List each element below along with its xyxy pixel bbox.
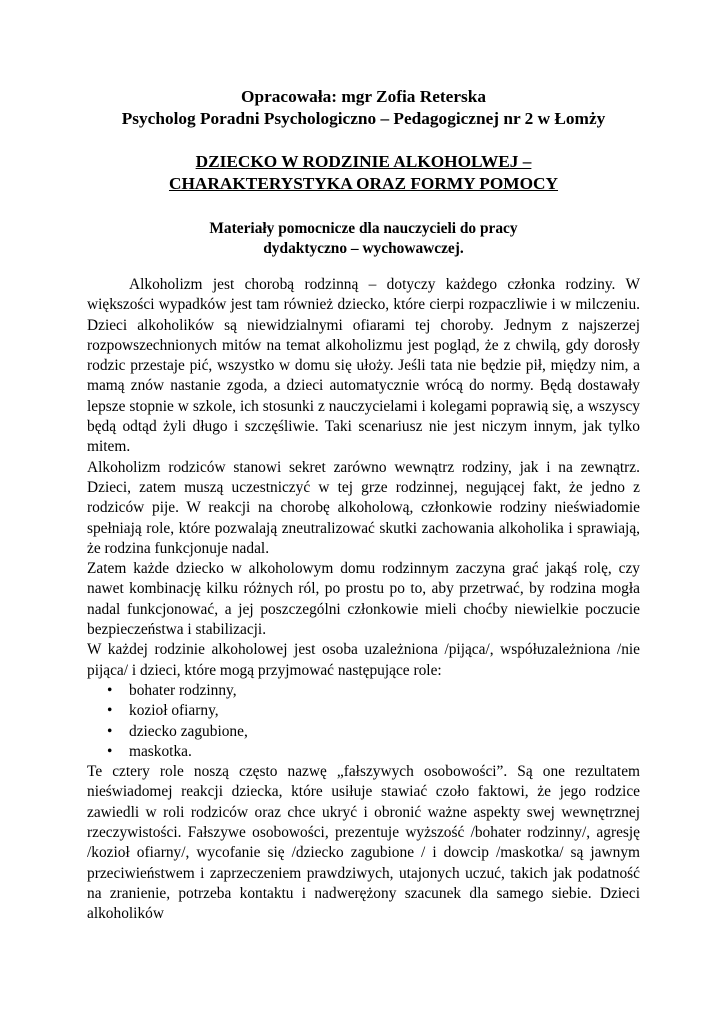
list-item [87, 722, 640, 742]
institution-line: Psycholog Poradni Psychologiczno – Pedagogicznej nr 2 w Łomży [121, 109, 606, 128]
paragraph-3: Zatem każde dziecko w alkoholowym domu rodzinnym zaczyna grać jakąś rolę, czy nawet kombinację kilku różnych ról, po prostu po to, aby przetrwać, by rodzina mogła nadal funkcjonować, a jej poszczególni członkowie mieli choćby niewielkie poczucie bezpieczeństwa i stabilizacji. [87, 560, 640, 639]
document-title-line-2: CHARAKTERYSTYKA ORAZ FORMY POMOCY [168, 174, 559, 193]
paragraph-4: W każdej rodzinie alkoholowej jest osoba uzależniona /pijąca/, współuzależniona /nie pijąca/ i dzieci, które mogą przyjmować następujące role: [87, 641, 640, 679]
role-label: kozioł ofiarny, [129, 702, 219, 720]
paragraph-1: Alkoholizm jest chorobą rodzinną – dotyczy każdego członka rodziny. W większości wypadków jest tam również dziecko, które cierpi rozpaczliwie i w milczeniu. Dzieci alkoholików są niewidzialnymi ofiarami tej choroby. Jednym z najszerzej rozpowszechnionych mitów na temat alkoholizmu jest pogląd, że z chwilą, gdy dorosły rodzic przestaje pić, wszystko w domu się ułoży. Jeśli tata nie będzie pił, między nim, a mamą znów nastanie zgoda, a dzieci automatycznie wrócą do normy. Będą dostawały lepsze stopnie w szkole, ich stosunki z nauczycielami i kolegami poprawią się, a wszyscy będą odtąd żyli długo i szczęśliwie. Taki scenariusz nie jest niczym innym, jak tylko mitem. [87, 276, 640, 456]
paragraph-2: Alkoholizm rodziców stanowi sekret zarówno wewnątrz rodziny, jak i na zewnątrz. Dzieci, zatem muszą uczestniczyć w tej grze rodzinnej, negującej fakt, że jedno z rodziców pije. W reakcji na chorobę alkoholową, członkowie rodziny nieświadomie spełniają role, które pozwalają zneutralizować skutki zachowania alkoholika i sprawiają, że rodzina funkcjonuje nadal. [87, 458, 640, 557]
role-label: maskotka. [129, 742, 192, 760]
paragraph-5: Te cztery role noszą często nazwę „fałszywych osobowości”. Są one rezultatem nieświadomej reakcji dziecka, które usiłuje stawiać czoło faktowi, że jego rodzice zawiedli w roli rodziców oraz chce ukryć i obronić ważne aspekty swej wewnętrznej rzeczywistości. Fałszywe osobowości, prezentuje wyższość /bohater rodzinny/, agresję /kozioł ofiarny/, wycofanie się /dziecko zagubione / i dowcip /maskotka/ są jawnym przeciwieństwem i zaprzeczeniem prawdziwych, utajonych uczuć, takich jak podatność na zranienie, potrzeba kontaktu i nadwerężony szacunek dla samego siebie. Dzieci alkoholików [87, 763, 640, 923]
document-page [87, 86, 640, 925]
list-item [87, 681, 640, 701]
document-title-line-1: DZIECKO W RODZINIE ALKOHOLWEJ – [195, 152, 532, 171]
bullet-icon: • [107, 702, 113, 720]
bullet-icon: • [107, 742, 113, 760]
bullet-icon: • [107, 722, 113, 740]
subtitle-line-2: dydaktyczno – wychowawczej. [263, 240, 464, 257]
role-label: dziecko zagubione, [129, 722, 248, 740]
role-label: bohater rodzinny, [129, 681, 237, 699]
bullet-icon: • [107, 681, 113, 699]
roles-list [87, 681, 640, 762]
list-item [87, 701, 640, 721]
author-line: Opracowała: mgr Zofia Reterska [241, 87, 486, 106]
list-item [87, 742, 640, 762]
subtitle-line-1: Materiały pomocnicze dla nauczycieli do pracy [209, 220, 518, 237]
